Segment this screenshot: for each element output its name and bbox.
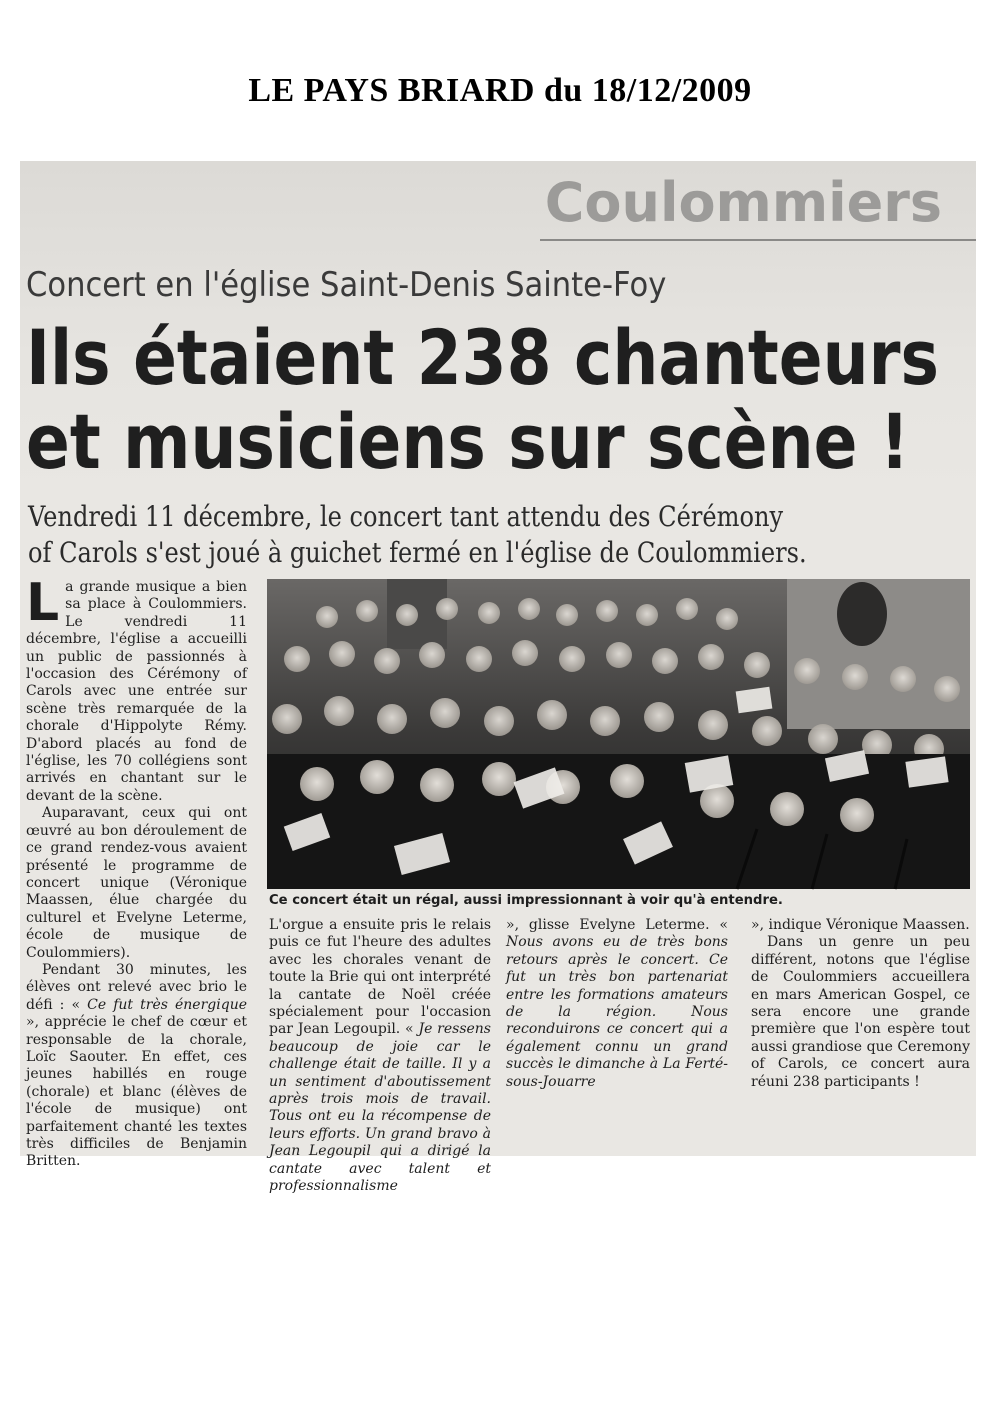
- paragraph-5: Dans un genre un peu différent, notons que l'église de Coulommiers accueillera en mars American Gospel, ce sera encore une grande première que l'on espère tout aussi grandiose que Ceremony of Carols, ce concert aura réuni 238 participants !: [751, 934, 970, 1090]
- article-column-3: [506, 917, 728, 1091]
- standfirst: [28, 499, 807, 571]
- dropcap: L: [26, 573, 60, 633]
- concert-photo: [267, 579, 970, 889]
- photo-caption: Ce concert était un régal, aussi impressionnant à voir qu'à entendre.: [269, 893, 783, 908]
- paragraph-3-a: Pendant 30 minutes, les élèves ont relevé avec brio le défi : «: [26, 961, 247, 1013]
- standfirst-line-1: Vendredi 11 décembre, le concert tant attendu des Cérémony: [28, 500, 784, 533]
- paragraph-1: [26, 573, 247, 805]
- choir-photo-illustration: [267, 579, 970, 889]
- standfirst-line-2: of Carols s'est joué à guichet fermé en l'église de Coulommiers.: [28, 536, 807, 569]
- paragraph-4-b: », glisse Evelyne Leterme. «: [506, 917, 728, 933]
- paragraph-4-end: », indique Véronique Maassen.: [751, 917, 970, 933]
- headline-line-2: et musiciens sur scène !: [26, 397, 910, 486]
- article-column-2: [269, 917, 491, 1196]
- paragraph-3-quote: Ce fut très énergique: [87, 996, 247, 1013]
- publication-header: LE PAYS BRIARD du 18/12/2009: [248, 72, 752, 109]
- section-rule: [540, 239, 976, 241]
- article-column-4: [751, 917, 970, 1091]
- section-title: Coulommiers: [544, 171, 942, 234]
- kicker: Concert en l'église Saint-Denis Sainte-Foy: [26, 265, 667, 305]
- paragraph-4-continued: [506, 917, 728, 1091]
- newspaper-clipping: [20, 161, 976, 1195]
- headline: [26, 313, 939, 486]
- paragraph-4-quote: Je ressens beaucoup de joie car le challenge était de taille. Il y a un sentiment d'aboutissement après trois mois de travail. Tous ont eu la récompense de leurs efforts. Un grand bravo à Jean Legoupil qui a dirigé la cantate avec talent et professionnalisme: [269, 1021, 491, 1195]
- paragraph-4-quote-2: Nous avons eu de très bons retours après le concert. Ce fut un très bon partenariat entre les formations amateurs de la région. Nous reconduirons ce concert qui a également connu un grand succès le dimanche à La Ferté-sous-Jouarre: [506, 934, 728, 1090]
- paragraph-4-start: [269, 917, 491, 1196]
- paragraph-3-b: », apprécie le chef de cœur et responsable de la chorale, Loïc Saouter. En effet, ces jeunes habillés en rouge (chorale) et blanc (élèves de l'école de musique) ont parfaitement chanté les textes très difficiles de Benjamin Britten.: [26, 1014, 247, 1170]
- paragraph-1-text: a grande musique a bien sa place à Coulommiers. Le vendredi 11 décembre, l'église a accueilli un public de passionnés à l'occasion des Cérémony of Carols avec une entrée sur scène très remarquée de la chorale d'Hippolyte Rémy. D'abord placés au fond de l'église, les 70 collégiens sont arrivés en chantant sur le devant de la scène.: [26, 579, 247, 804]
- paragraph-3: [26, 962, 247, 1171]
- paragraph-2: Auparavant, ceux qui ont œuvré au bon déroulement de ce grand rendez-vous avaient présenté le programme de concert unique (Véronique Maassen, élue chargée du culturel et Evelyne Leterme, école de musique de Coulommiers).: [26, 805, 247, 961]
- paragraph-4-a: L'orgue a ensuite pris le relais puis ce fut l'heure des adultes avec les chorales venant de toute la Brie qui ont interprété la cantate de Noël créée spécialement pour l'occasion par Jean Legoupil. «: [269, 917, 491, 1038]
- article-column-1: [26, 573, 247, 1171]
- headline-line-1: Ils étaient 238 chanteurs: [26, 313, 939, 402]
